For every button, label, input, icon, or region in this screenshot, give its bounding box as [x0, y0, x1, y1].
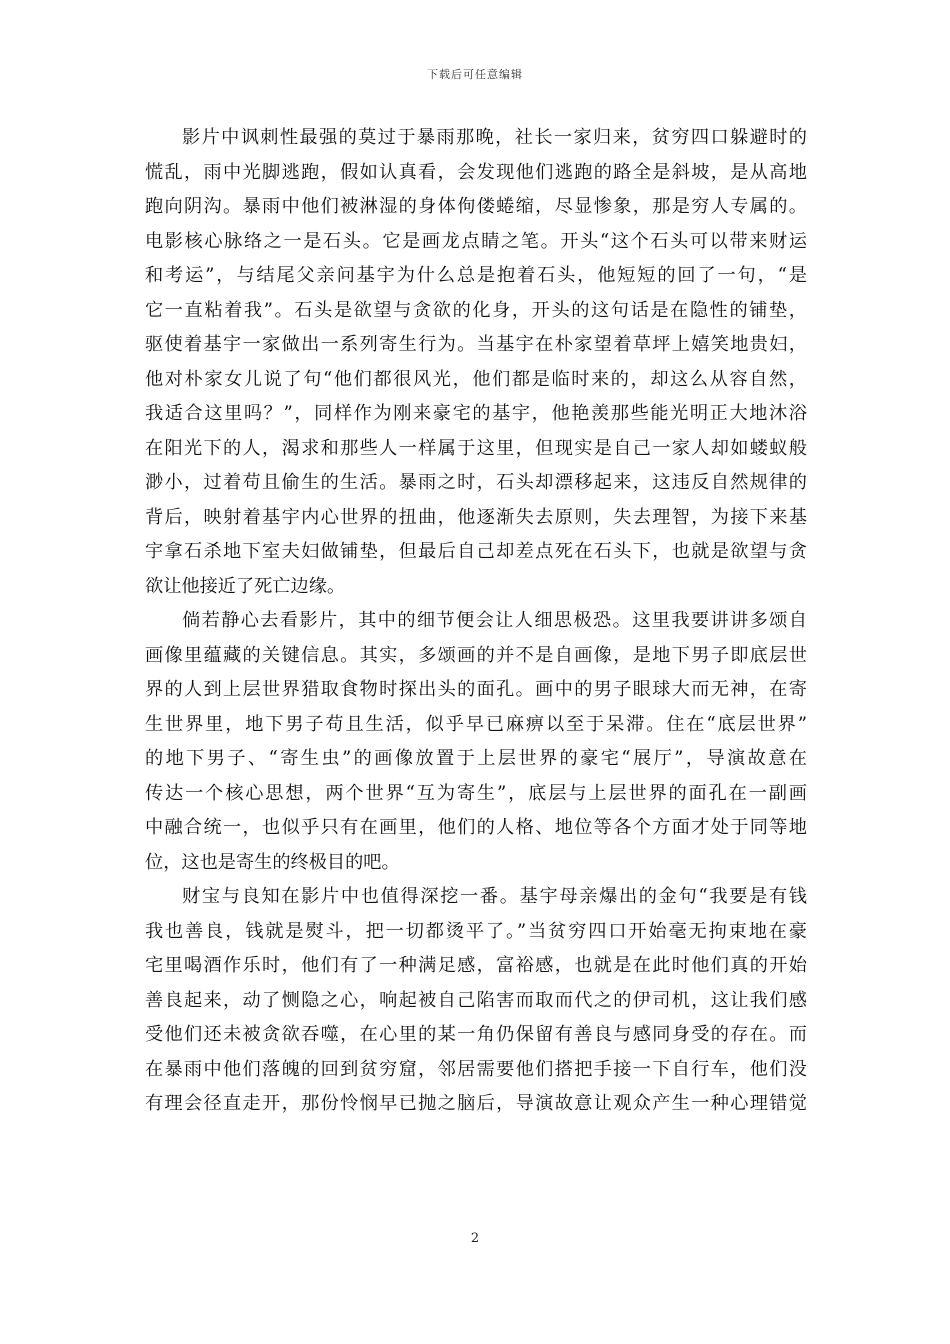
text-line: 和考运”，与结尾父亲问基宇为什么总是抱着石头，他短短的回了一句，“是 — [145, 265, 807, 286]
text-line: 在阳光下的人，渴求和那些人一样属于这里，但现实是自己一家人却如蝼蚁般 — [145, 437, 807, 459]
text-line: 位，这也是寄生的终极目的吧。 — [145, 851, 400, 873]
text-line: 欲让他接近了死亡边缘。 — [145, 575, 346, 597]
text-line: 影片中讽刺性最强的莫过于暴雨那晚，社长一家归来，贫穷四口躲避时的 — [182, 127, 807, 148]
text-line: 我适合这里吗？”，同样作为刚来豪宅的基宇，他艳羡那些能光明正大地沐浴 — [145, 403, 807, 424]
text-line: 宅里喝酒作乐时，他们有了一种满足感，富裕感，也就是在此时他们真的开始 — [145, 955, 807, 976]
text-line: 渺小，过着苟且偷生的生活。暴雨之时，石头却漂移起来，这违反自然规律的 — [145, 472, 807, 493]
page-number: 2 — [470, 1231, 480, 1246]
text-line: 背后，映射着基宇内心世界的扭曲，他逐渐失去原则，失去理智，为接下来基 — [145, 506, 807, 528]
text-line: 慌乱，雨中光脚逃跑，假如认真看，会发现他们逃跑的路全是斜坡，是从高地 — [145, 161, 807, 183]
page-header: 下载后可任意编辑 — [427, 68, 523, 81]
text-line: 的地下男子、“寄生虫”的画像放置于上层世界的豪宅“展厅”，导演故意在 — [145, 748, 807, 769]
text-line: 中融合统一，也似乎只有在画里，他们的人格、地位等各个方面才处于同等地 — [145, 817, 807, 838]
text-line: 宇拿石杀地下室夫妇做铺垫，但最后自己却差点死在石头下，也就是欲望与贪 — [145, 541, 807, 562]
text-line: 它一直粘着我”。石头是欲望与贪欲的化身，开头的这句话是在隐性的铺垫， — [145, 299, 807, 321]
text-line: 画像里蕴藏的关键信息。其实，多颂画的并不是自画像，是地下男子即底层世 — [145, 644, 807, 666]
text-line: 财宝与良知在影片中也值得深挖一番。基宇母亲爆出的金句“我要是有钱 — [182, 886, 807, 907]
text-line: 跑向阴沟。暴雨中他们被淋湿的身体佝偻蜷缩，尽显惨象，那是穷人专属的。 — [145, 196, 807, 217]
text-line: 善良起来，动了恻隐之心，响起被自己陷害而取而代之的伊司机，这让我们感 — [145, 989, 807, 1011]
text-line: 受他们还未被贪欲吞噬，在心里的某一角仍保留有善良与感同身受的存在。而 — [145, 1024, 807, 1045]
body-text — [145, 121, 807, 1122]
text-line: 我也善良，钱就是熨斗，把一切都烫平了。”当贫穷四口开始毫无拘束地在豪 — [145, 920, 807, 942]
text-line: 在暴雨中他们落魄的回到贫穷窟，邻居需要他们搭把手接一下自行车，他们没 — [145, 1058, 807, 1080]
text-line: 倘若静心去看影片，其中的细节便会让人细思极恐。这里我要讲讲多颂自 — [182, 610, 807, 631]
text-line: 驱使着基宇一家做出一系列寄生行为。当基宇在朴家望着草坪上嬉笑地贵妇， — [145, 334, 807, 355]
text-line: 有理会径直走开，那份怜悯早已抛之脑后，导演故意让观众产生一种心理错觉 — [145, 1093, 807, 1114]
text-line: 界的人到上层世界猎取食物时探出头的面孔。画中的男子眼球大而无神，在寄 — [145, 679, 807, 700]
text-line: 传达一个核心思想，两个世界“互为寄生”，底层与上层世界的面孔在一副画 — [145, 782, 807, 804]
text-line: 生世界里，地下男子苟且生活，似乎早已麻痹以至于呆滞。住在“底层世界” — [145, 713, 807, 735]
text-line: 他对朴家女儿说了句“他们都很风光，他们都是临时来的，却这么从容自然， — [145, 368, 807, 390]
text-line: 电影核心脉络之一是石头。它是画龙点睛之笔。开头“这个石头可以带来财运 — [145, 230, 807, 252]
